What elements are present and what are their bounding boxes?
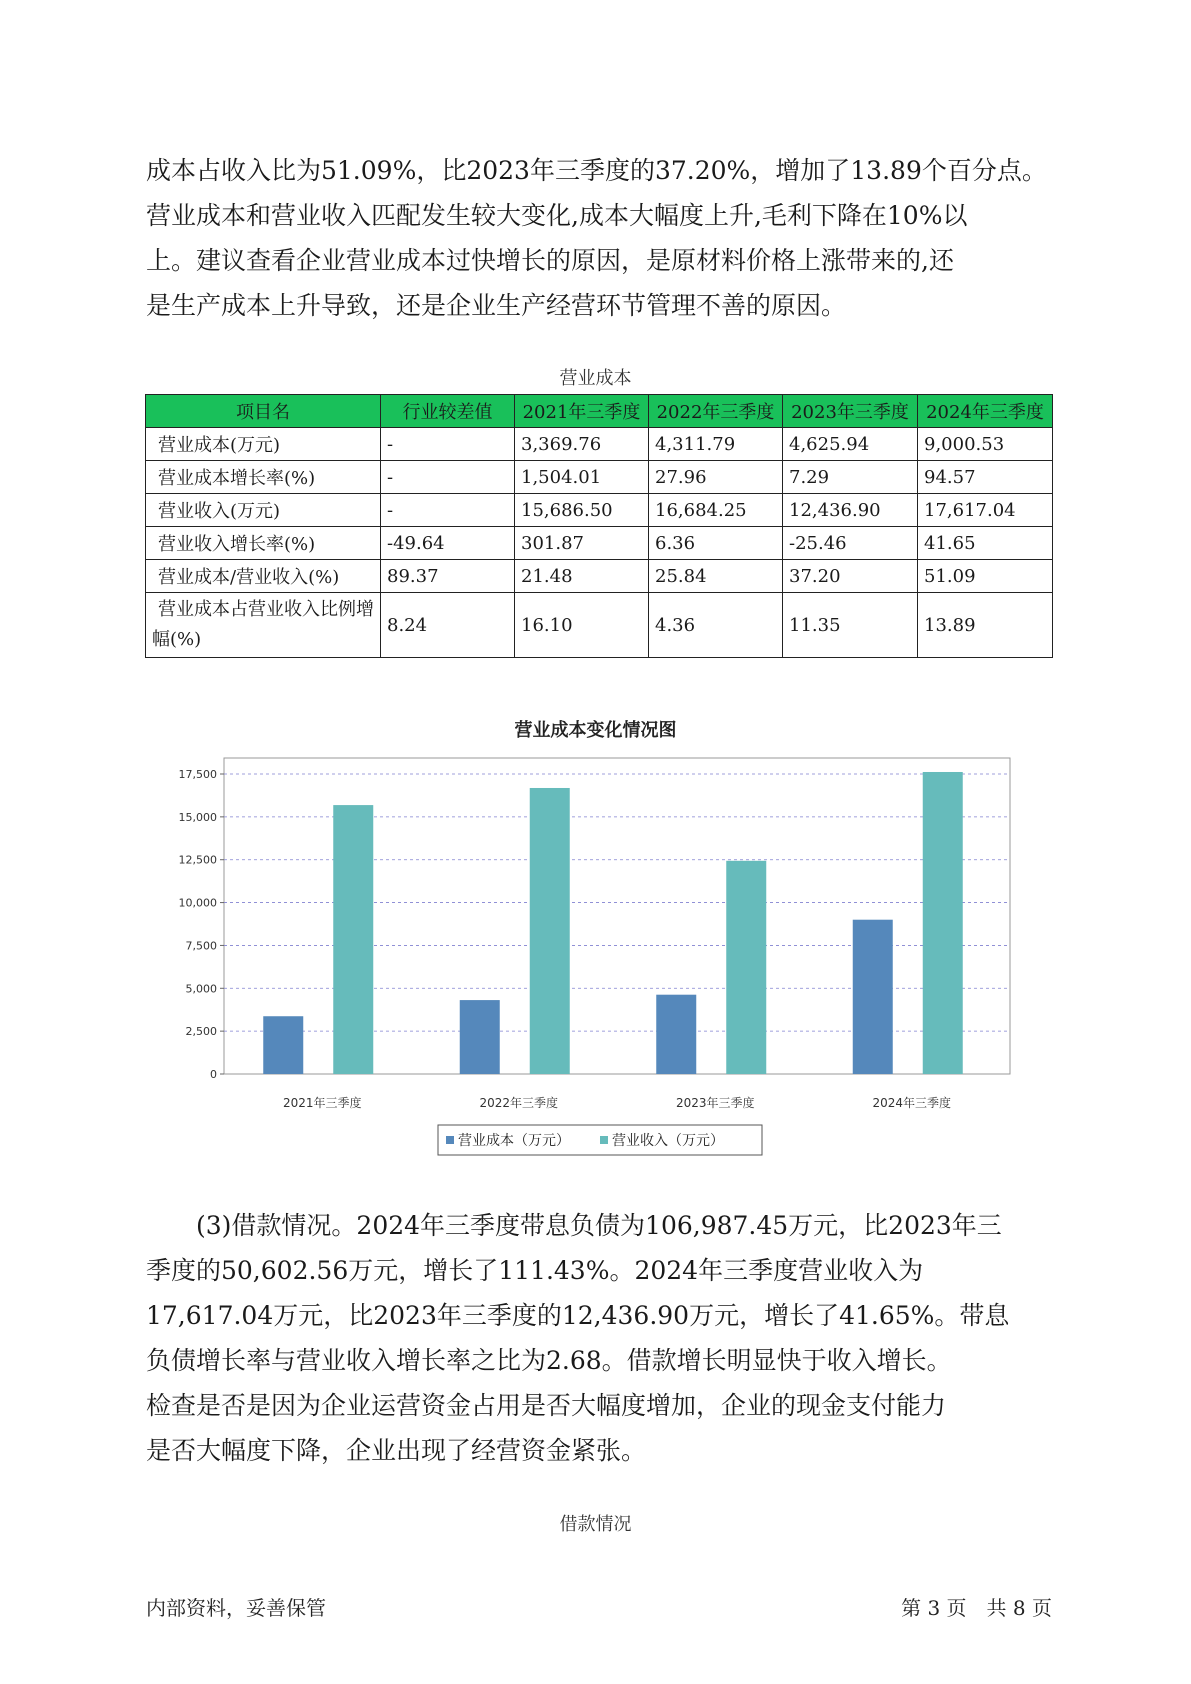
table-header-row [146, 395, 1053, 428]
text-line: 17,617.04万元，比2023年三季度的12,436.90万元，增长了41.65%。带息 [146, 1301, 1010, 1330]
table-cell: 16.10 [515, 593, 649, 658]
y-tick-label: 5,000 [185, 982, 217, 996]
y-tick-label: 2,500 [185, 1025, 217, 1039]
table-cell: 6.36 [649, 527, 783, 560]
text-line: 成本占收入比为51.09%，比2023年三季度的37.20%，增加了13.89个百分点。 [146, 156, 1047, 185]
table-cell: 37.20 [783, 560, 918, 593]
table-cell: 营业成本占营业收入比例增幅(%) [146, 593, 381, 658]
bar-operating-cost [460, 1000, 500, 1074]
loan-caption: 借款情况 [559, 1514, 632, 1535]
legend-label: 营业成本（万元） [458, 1133, 570, 1149]
table-cell: 27.96 [649, 461, 783, 494]
table-cell: 13.89 [918, 593, 1053, 658]
table-row [146, 494, 1053, 527]
header-cell: 行业较差值 [381, 395, 515, 428]
table-cell: - [381, 494, 515, 527]
y-tick-label: 15,000 [178, 810, 217, 824]
text-line: 是否大幅度下降，企业出现了经营资金紧张。 [146, 1436, 647, 1465]
table-cell: 51.09 [918, 560, 1053, 593]
table-cell: 1,504.01 [515, 461, 649, 494]
header-cell: 2021年三季度 [515, 395, 649, 428]
table-cell: 7.29 [783, 461, 918, 494]
bar-operating-cost [263, 1016, 303, 1074]
table-cell: 16,684.25 [649, 494, 783, 527]
table-cell: 营业成本/营业收入(%) [146, 560, 381, 593]
table-row [146, 560, 1053, 593]
table-row [146, 527, 1053, 560]
table-cell: 15,686.50 [515, 494, 649, 527]
bar-operating-revenue [923, 772, 963, 1074]
table-cell: 94.57 [918, 461, 1053, 494]
table-cell: 11.35 [783, 593, 918, 658]
table-caption: 营业成本 [559, 368, 632, 389]
y-tick-label: 17,500 [178, 768, 217, 781]
text-line: 负债增长率与营业收入增长率之比为2.68。借款增长明显快于收入增长。 [146, 1346, 952, 1375]
bar-operating-revenue [333, 805, 373, 1074]
footer-page-number: 第 3 页 共 8 页 [901, 1596, 1052, 1620]
table-cell: 营业收入增长率(%) [146, 527, 381, 560]
table-cell: - [381, 428, 515, 461]
table-cell: 4,625.94 [783, 428, 918, 461]
table-cell: - [381, 461, 515, 494]
bar-operating-revenue [530, 788, 570, 1074]
chart-title: 营业成本变化情况图 [514, 720, 677, 741]
table-cell: 25.84 [649, 560, 783, 593]
text-line: (3)借款情况。2024年三季度带息负债为106,987.45万元，比2023年三 [196, 1211, 1002, 1240]
x-tick-label: 2021年三季度 [282, 1096, 362, 1110]
table-cell: 12,436.90 [783, 494, 918, 527]
table-row [146, 593, 1053, 658]
bar-operating-cost [656, 995, 696, 1074]
text-line: 是生产成本上升导致，还是企业生产经营环节管理不善的原因。 [146, 291, 847, 320]
table-cell: 9,000.53 [918, 428, 1053, 461]
table-cell: 41.65 [918, 527, 1053, 560]
header-cell: 项目名 [146, 395, 381, 428]
text-line: 检查是否是因为企业运营资金占用是否大幅度增加，企业的现金支付能力 [146, 1391, 947, 1420]
table-cell: 21.48 [515, 560, 649, 593]
table-cell: 营业成本增长率(%) [146, 461, 381, 494]
table-cell: 8.24 [381, 593, 515, 658]
table-cell: 营业收入(万元) [146, 494, 381, 527]
bar-operating-revenue [726, 861, 766, 1074]
bar-operating-cost [853, 920, 893, 1074]
legend-swatch [446, 1136, 454, 1144]
x-tick-label: 2023年三季度 [675, 1096, 755, 1110]
table-cell: 4.36 [649, 593, 783, 658]
cost-revenue-bar-chart [160, 748, 1040, 1168]
table-cell: 89.37 [381, 560, 515, 593]
y-tick-label: 10,000 [178, 896, 217, 910]
table-row [146, 461, 1053, 494]
text-line: 营业成本和营业收入匹配发生较大变化,成本大幅度上升,毛利下降在10%以 [146, 201, 968, 230]
table-cell: 301.87 [515, 527, 649, 560]
table-cell: 4,311.79 [649, 428, 783, 461]
table-cell: 营业成本(万元) [146, 428, 381, 461]
operating-cost-table [145, 394, 1053, 658]
header-cell: 2022年三季度 [649, 395, 783, 428]
y-tick-label: 12,500 [178, 853, 217, 867]
table-row [146, 428, 1053, 461]
footer-left: 内部资料，妥善保管 [146, 1596, 326, 1620]
table-cell: 3,369.76 [515, 428, 649, 461]
x-tick-label: 2024年三季度 [872, 1096, 952, 1110]
paragraph-cost-analysis [146, 148, 1056, 328]
text-line: 上。建议查看企业营业成本过快增长的原因，是原材料价格上涨带来的,还 [146, 246, 954, 275]
table-cell: 17,617.04 [918, 494, 1053, 527]
x-tick-label: 2022年三季度 [479, 1096, 559, 1110]
header-cell: 2024年三季度 [918, 395, 1053, 428]
y-tick-label: 0 [210, 1068, 217, 1081]
legend-swatch [600, 1136, 608, 1144]
paragraph-loan-analysis [146, 1203, 1056, 1473]
header-cell: 2023年三季度 [783, 395, 918, 428]
table-cell: -25.46 [783, 527, 918, 560]
legend-label: 营业收入（万元） [612, 1133, 724, 1149]
table-cell: -49.64 [381, 527, 515, 560]
y-tick-label: 7,500 [185, 939, 217, 953]
text-line: 季度的50,602.56万元，增长了111.43%。2024年三季度营业收入为 [146, 1256, 924, 1285]
